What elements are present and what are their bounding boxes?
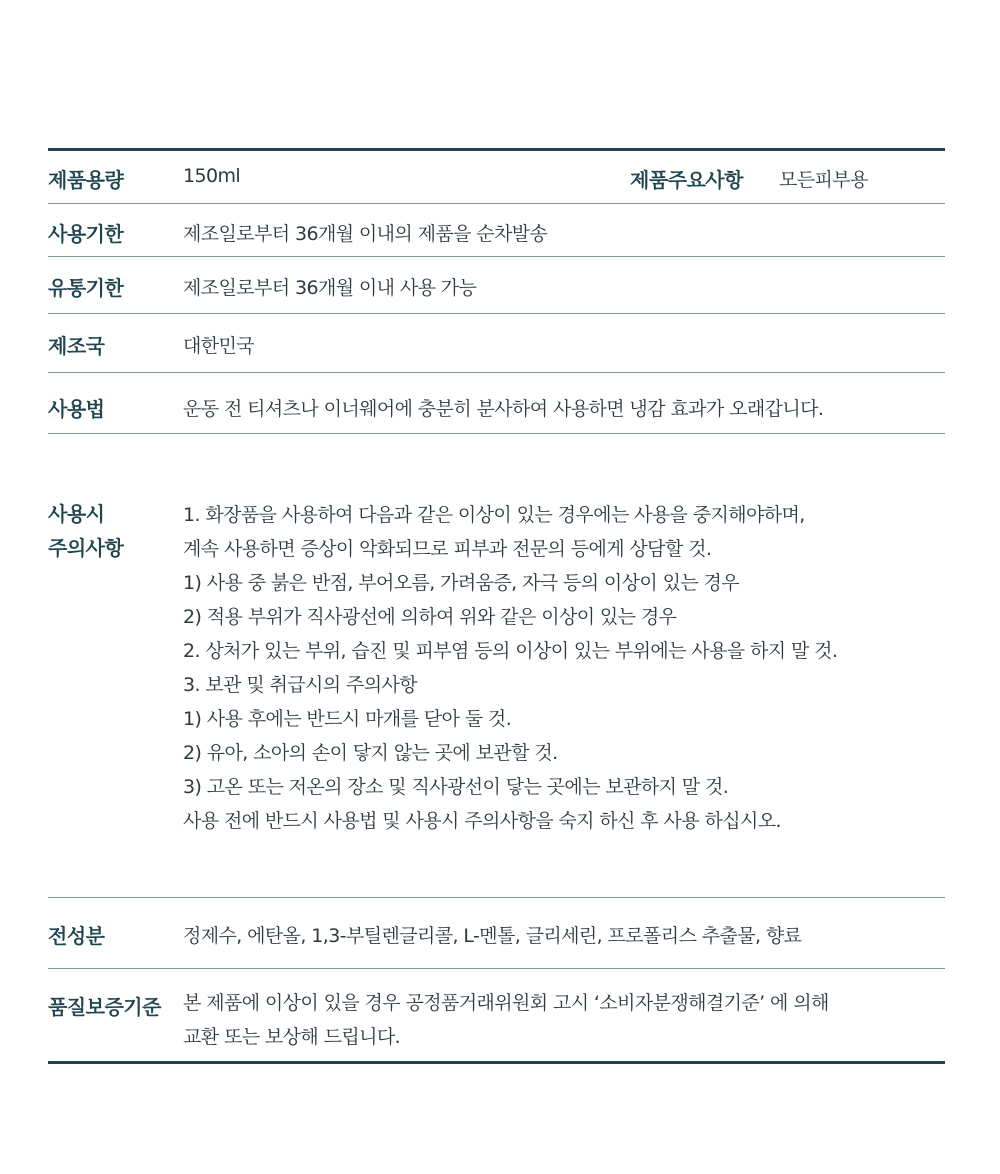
row-usage-period [48, 204, 945, 256]
value-usage-period: 제조일로부터 36개월 이내의 제품을 순차발송 [183, 223, 548, 245]
label-warranty: 품질보증기준 [48, 995, 161, 1019]
caution-line: 1. 화장품을 사용하여 다음과 같은 이상이 있는 경우에는 사용을 중지해야하며, [183, 504, 805, 526]
product-info-table [48, 148, 945, 1064]
caution-line: 2. 상처가 있는 부위, 습진 및 피부염 등의 이상이 있는 부위에는 사용을 하지 말 것. [183, 640, 838, 662]
label-cautions [48, 497, 123, 565]
row-origin [48, 314, 945, 372]
value-capacity: 150ml [183, 165, 241, 187]
label-ingredients: 전성분 [48, 924, 105, 948]
caution-line: 3) 고온 또는 저온의 장소 및 직사광선이 닿는 곳에는 보관하지 말 것. [183, 776, 729, 798]
value-key-notes: 모든피부용 [779, 169, 868, 191]
label-key-notes: 제품주요사항 [630, 168, 743, 192]
row-distribution-period [48, 257, 945, 313]
label-capacity: 제품용량 [48, 168, 124, 192]
row-warranty [48, 969, 945, 1061]
value-distribution-period: 제조일로부터 36개월 이내 사용 가능 [183, 277, 477, 299]
caution-line: 2) 유아, 소아의 손이 닿지 않는 곳에 보관할 것. [183, 742, 558, 764]
caution-line: 1) 사용 중 붉은 반점, 부어오름, 가려움증, 자극 등의 이상이 있는 경우 [183, 572, 740, 594]
value-how-to-use: 운동 전 티셔츠나 이너웨어에 충분히 분사하여 사용하면 냉감 효과가 오래갑니다. [183, 398, 824, 420]
label-cautions-line1: 사용시 [48, 502, 105, 526]
value-ingredients: 정제수, 에탄올, 1,3-부틸렌글리콜, L-멘톨, 글리세린, 프로폴리스 추출물, 향료 [183, 925, 802, 947]
value-origin: 대한민국 [183, 335, 255, 357]
warranty-line: 본 제품에 이상이 있을 경우 공정품거래위원회 고시 ‘소비자분쟁해결기준’ 에 의해 [183, 992, 829, 1014]
row-how-to-use [48, 373, 945, 433]
cautions-list [183, 498, 837, 838]
row-capacity [48, 151, 945, 203]
caution-line: 사용 전에 반드시 사용법 및 사용시 주의사항을 숙지 하신 후 사용 하십시오. [183, 810, 781, 832]
caution-line: 1) 사용 후에는 반드시 마개를 닫아 둘 것. [183, 708, 512, 730]
label-origin: 제조국 [48, 334, 105, 358]
row-cautions [48, 434, 945, 897]
label-how-to-use: 사용법 [48, 397, 105, 421]
label-distribution-period: 유통기한 [48, 276, 124, 300]
caution-line: 3. 보관 및 취급시의 주의사항 [183, 674, 417, 696]
warranty-line: 교환 또는 보상해 드립니다. [183, 1026, 401, 1048]
caution-line: 계속 사용하면 증상이 악화되므로 피부과 전문의 등에게 상담할 것. [183, 538, 712, 560]
value-warranty [183, 986, 829, 1054]
row-ingredients [48, 898, 945, 968]
caution-line: 2) 적용 부위가 직사광선에 의하여 위와 같은 이상이 있는 경우 [183, 606, 677, 628]
table-bottom-rule [48, 1061, 945, 1064]
label-usage-period: 사용기한 [48, 222, 124, 246]
label-cautions-line2: 주의사항 [48, 536, 124, 560]
